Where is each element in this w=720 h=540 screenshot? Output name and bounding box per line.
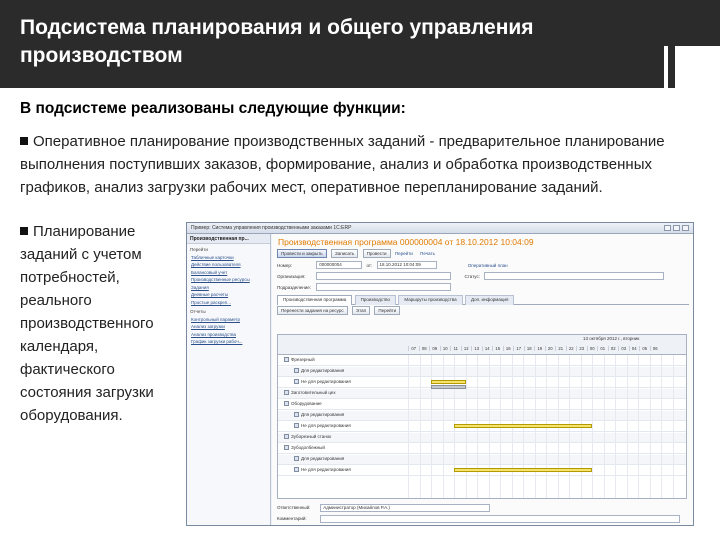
gantt-hour-label: 12	[461, 346, 472, 351]
gantt-hour-label: 05	[639, 346, 650, 351]
window-titlebar	[187, 223, 693, 234]
gantt-hour-label: 23	[576, 346, 587, 351]
gantt-gridline	[673, 355, 674, 499]
close-icon[interactable]	[682, 225, 689, 231]
decorative-bar	[675, 46, 720, 88]
slide-title: Подсистема планирования и общего управления производством	[20, 16, 534, 67]
gantt-row-label	[294, 456, 344, 461]
gantt-row-label	[284, 445, 325, 450]
intro-heading: В подсистеме реализованы следующие функции:	[20, 100, 406, 117]
gantt-hour-label: 21	[555, 346, 566, 351]
form-row-number	[272, 260, 694, 271]
minimize-icon[interactable]	[664, 225, 671, 231]
gantt-hour-label: 20	[545, 346, 556, 351]
nav-link[interactable]: Контрольный параметр	[191, 316, 240, 322]
post-and-close-button[interactable]: Провести и закрыть	[277, 249, 327, 258]
gantt-row-label	[294, 467, 351, 472]
gantt-row-label	[284, 434, 331, 439]
department-label: Подразделение:	[277, 285, 312, 290]
gantt-task-bar[interactable]	[454, 424, 592, 428]
gantt-hour-label: 17	[513, 346, 524, 351]
gantt-date-label: 13 октября 2012 г., вторник	[583, 336, 640, 341]
department-field[interactable]	[316, 283, 451, 291]
gantt-hour-label: 15	[492, 346, 503, 351]
nav-link[interactable]: Анализ загрузки	[191, 324, 225, 329]
nav-link[interactable]: Простые раскреп...	[191, 299, 231, 305]
gantt-row-text: Для редактирования	[301, 368, 345, 373]
resource-icon	[284, 390, 289, 395]
print-link[interactable]: Печать	[420, 251, 435, 256]
comment-label: Комментарий:	[277, 516, 307, 521]
document-title: Производственная программа 000000004 от 18.10.2012 10:04:09	[278, 237, 534, 247]
gantt-hour-label: 11	[450, 346, 461, 351]
gantt-task-bar[interactable]	[454, 468, 592, 472]
gantt-gridline	[661, 355, 662, 499]
bullet-text: Оперативное планирование производственных заданий - предварительное планирование выполнения поступивших заказов, формирование, анализ и обработка производственных графиков, анализ загрузки рабочих мест, оперативное перепланирование заданий.	[20, 133, 665, 196]
save-button[interactable]: Записать	[331, 249, 358, 258]
gantt-row-text: Фрезерный	[291, 357, 315, 362]
tab-routes[interactable]: Маршруты производства	[398, 295, 462, 305]
gantt-hour-label: 03	[618, 346, 629, 351]
gantt-hour-label: 19	[534, 346, 545, 351]
gantt-hour-label: 13	[471, 346, 482, 351]
folder-icon	[294, 423, 299, 428]
nav-group-label: Отчеты	[190, 309, 206, 314]
responsible-row	[277, 504, 689, 514]
bullet-icon	[20, 227, 28, 235]
gantt-hour-label: 22	[566, 346, 577, 351]
status-label: Статус:	[464, 274, 481, 279]
tab-production-program[interactable]: Производственная программа	[277, 295, 352, 305]
document-toolbar	[272, 248, 694, 260]
gantt-row-text: Не для редактирования	[301, 423, 351, 428]
gantt-hour-label: 07	[408, 346, 419, 351]
gantt-row-label	[284, 357, 315, 362]
tab-additional[interactable]: Доп. информация	[465, 295, 514, 305]
reassign-button[interactable]: Перенести задания на ресурс	[277, 306, 348, 315]
resource-icon	[284, 401, 289, 406]
gantt-row-text: Для редактирования	[301, 456, 345, 461]
gantt-row-label	[294, 412, 344, 417]
left-nav-header: Производственная пр...	[187, 234, 270, 244]
gantt-gridline	[615, 355, 616, 499]
status-field[interactable]	[484, 272, 664, 280]
date-label: от:	[366, 263, 373, 268]
gantt-row-label	[294, 368, 344, 373]
gantt-task-bar[interactable]	[431, 380, 466, 384]
gantt-hour-label: 02	[608, 346, 619, 351]
document-panel	[272, 234, 694, 526]
nav-link[interactable]: Анализ производства	[191, 331, 236, 337]
gantt-row-text: Для редактирования	[301, 412, 345, 417]
gantt-row-text: Оборудование	[291, 401, 322, 406]
nav-link[interactable]: График загрузки рабоч...	[191, 339, 243, 344]
gantt-hour-label: 16	[503, 346, 514, 351]
gantt-gridline	[431, 355, 432, 499]
stage-button[interactable]: Этап	[352, 306, 370, 315]
gantt-gridline	[604, 355, 605, 499]
nav-group-label: Перейти	[190, 247, 208, 252]
responsible-label: Ответственный:	[277, 505, 311, 510]
gantt-hour-label: 06	[650, 346, 661, 351]
gantt-gridline	[420, 355, 421, 499]
folder-icon	[294, 412, 299, 417]
bullet-text: Планирование заданий с учетом потребностей, реального производственного календаря, фактического состояния загрузки оборудования.	[20, 223, 154, 424]
gantt-task-bar[interactable]	[431, 385, 466, 389]
gantt-gridline	[592, 355, 593, 499]
left-nav-panel	[187, 234, 271, 526]
gantt-row-label	[294, 423, 351, 428]
form-row-dept	[272, 282, 694, 293]
gantt-gridline	[408, 355, 409, 499]
bullet-icon	[20, 137, 28, 145]
nav-link[interactable]: Производственные ресурсы	[191, 277, 250, 282]
folder-icon	[294, 368, 299, 373]
gantt-row-text: Не для редактирования	[301, 467, 351, 472]
gantt-gridline	[443, 355, 444, 499]
number-field[interactable]: 000000004	[316, 261, 362, 269]
app-window	[186, 222, 694, 526]
gantt-row-label	[284, 401, 322, 406]
gantt-row-text: Зуборезный станок	[291, 434, 332, 439]
gantt-hour-label: 00	[587, 346, 598, 351]
goto-button[interactable]: Перейти	[374, 306, 400, 315]
resource-icon	[284, 434, 289, 439]
nav-link[interactable]: Задания	[191, 284, 209, 290]
gantt-gridline	[627, 355, 628, 499]
tab-production[interactable]: Производство	[355, 295, 396, 305]
organization-field[interactable]	[316, 272, 451, 280]
gantt-row-label	[284, 390, 336, 395]
number-label: Номер:	[277, 263, 293, 268]
resource-icon	[284, 445, 289, 450]
date-field[interactable]: 18.10.2012 10:04:09	[377, 261, 437, 269]
nav-link[interactable]: Табличные карточки	[191, 254, 234, 260]
comment-row	[277, 515, 689, 525]
gantt-hour-label: 18	[524, 346, 535, 351]
gantt-hour-label: 01	[597, 346, 608, 351]
gantt-hours	[408, 346, 660, 351]
resource-icon	[284, 357, 289, 362]
gantt-hour-label: 04	[629, 346, 640, 351]
bullet-item	[20, 220, 180, 427]
organization-label: Организация:	[277, 274, 306, 279]
nav-link[interactable]: Балансовый учет	[191, 269, 228, 275]
document-tabs	[277, 295, 689, 305]
nav-link[interactable]: Дневные расчеты	[191, 292, 229, 297]
responsible-field[interactable]: Администратор (Михайлов Р.А.)	[320, 504, 490, 512]
gantt-hour-label: 09	[429, 346, 440, 351]
comment-field[interactable]	[320, 515, 680, 523]
gantt-hour-label: 08	[419, 346, 430, 351]
gantt-hour-label: 14	[482, 346, 493, 351]
folder-icon	[294, 467, 299, 472]
gantt-row-text: Зубодолбежный	[291, 445, 325, 450]
folder-icon	[294, 456, 299, 461]
slide-header	[0, 0, 720, 88]
decorative-bar	[664, 46, 668, 88]
post-button[interactable]: Провести	[363, 249, 391, 258]
gantt-hour-label: 10	[440, 346, 451, 351]
gantt-row-label	[294, 379, 351, 384]
gantt-row-text: Не для редактирования	[301, 379, 351, 384]
gantt-gridline	[638, 355, 639, 499]
form-row-org	[272, 271, 694, 282]
gantt-gridline	[650, 355, 651, 499]
window-title: Пример: Система управления производственными заказами 1С:ERP	[191, 225, 352, 231]
operational-plan-label: Оперативный план	[467, 263, 508, 268]
gantt-row-text: Заготовительный цех	[291, 390, 336, 395]
goto-link[interactable]: Перейти	[394, 251, 413, 256]
gantt-toolbar	[272, 305, 694, 316]
bullet-item	[20, 130, 710, 199]
gantt-header	[278, 335, 687, 355]
folder-icon	[294, 379, 299, 384]
maximize-icon[interactable]	[673, 225, 680, 231]
nav-link[interactable]: Действие пользователя	[191, 262, 241, 267]
gantt-chart	[277, 334, 687, 499]
